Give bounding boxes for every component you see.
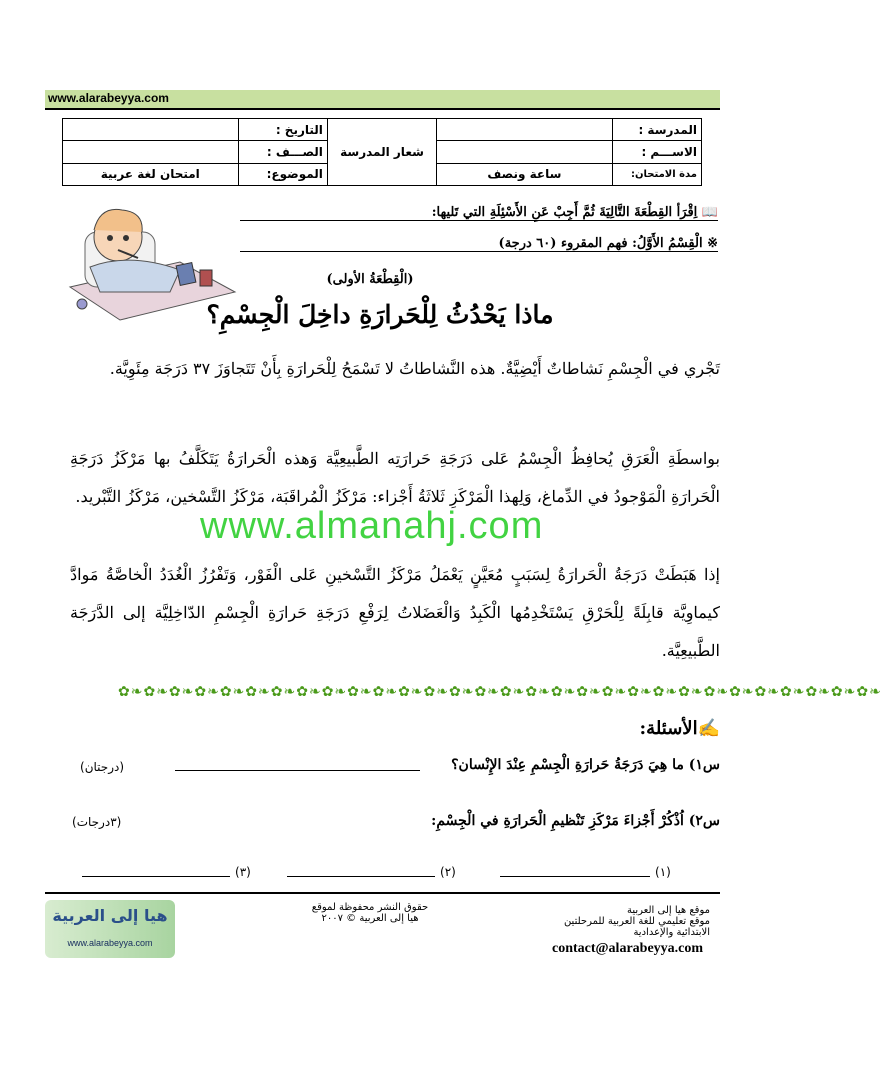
subject-value: امتحان لغة عربية — [63, 163, 239, 185]
reference-mark-icon: ※ — [707, 236, 718, 251]
footer-rule — [45, 892, 720, 894]
footer-copyright — [300, 902, 440, 924]
date-field[interactable] — [63, 119, 239, 141]
section-line — [240, 236, 718, 252]
passage-title: ماذا يَحْدُثُ لِلْحَرارَةِ داخِلَ الْجِسْمِ؟ — [206, 300, 554, 329]
answer-slot-1-label: (١) — [655, 865, 671, 879]
instruction-line — [240, 205, 718, 221]
paragraph-1: تَجْري في الْجِسْمِ نَشاطاتٌ أَيْضِيَّةٌ. هذه النَّشاطاتُ لا تَسْمَحُ لِلْحَرارَةِ بِأَنْ تَتَجاوَزَ ٣٧ دَرَجَة مِئَوِيَّة. — [109, 359, 720, 378]
answer-slot-2-line[interactable] — [287, 876, 435, 877]
copyright-line-1: حقوق النشر محفوظة لموقع — [311, 902, 429, 913]
site-url[interactable]: www.alarabeyya.com — [48, 91, 169, 105]
footer-site-stages: الابتدائية والإعدادية — [633, 927, 710, 938]
name-label: الاســـم : — [612, 141, 701, 163]
school-label: المدرسة : — [612, 119, 701, 141]
answer-slot-2-label: (٢) — [440, 865, 456, 879]
name-field[interactable] — [437, 141, 612, 163]
logo-text: هيا إلى العربية — [52, 906, 168, 925]
answer-slot-3-line[interactable] — [82, 876, 230, 877]
logo-url: www.alarabeyya.com — [67, 938, 153, 948]
site-url-bar — [45, 90, 720, 110]
footer-site-info — [540, 905, 710, 938]
passage-label: (الْقِطْعَةُ الأولى) — [326, 272, 414, 287]
question-2-text: س٢) اُذْكُرْ أَجْزاءَ مَرْكَزِ تَنْظيمِ الْحَرارَةِ في الْجِسْمِ: — [431, 813, 720, 829]
footer-site-desc: موقع تعليمي للغة العربية للمرحلتين — [563, 916, 710, 927]
answer-slot-3-label: (٣) — [235, 865, 251, 879]
watermark: www.almanahj.com — [200, 505, 544, 547]
site-logo[interactable] — [45, 900, 175, 958]
paragraph-3: إذا هَبَطَتْ دَرَجَةُ الْحَرارَةُ لِسَبَبٍ مُعَيَّنٍ يَعْمَلُ مَرْكَزُ التَّسْخينِ عَلى الْفَوْر، وَتَفْرُزُ الْغُدَدُ الْخاصَّةُ مَوادَّ كيماوِيَّة قابِلَةً لِلْحَرْقِ يَسْتَخْدِمُها الْكَبِدُ وَالْعَضَلاتُ لِرَفْعِ دَرَجَةِ حَرارَةِ الْجِسْمِ الدّاخِلِيَّة إلى الدَّرَجَة الطَّبيعِيَّة. — [70, 565, 720, 660]
answer-line-1[interactable] — [175, 770, 420, 771]
decorative-divider: ✿❧✿❧✿❧✿❧✿❧✿❧✿❧✿❧✿❧✿❧✿❧✿❧✿❧✿❧✿❧✿❧✿❧✿❧✿❧✿❧✿❧✿❧✿❧✿❧✿❧✿❧✿❧✿❧✿❧✿❧ — [118, 684, 882, 700]
copyright-line-2: هيا إلى العربية © ٢٠٠٧ — [321, 913, 419, 924]
section-heading: الْقِسْمُ الأَوَّلُ: فهم المقروء (٦٠ درجة) — [498, 236, 703, 251]
duration-label: مدة الامتحان: — [612, 163, 701, 185]
questions-heading-row — [500, 718, 720, 739]
class-field[interactable] — [63, 141, 239, 163]
footer-email[interactable]: contact@alarabeyya.com — [552, 941, 704, 956]
footer-site-name: موقع هيا إلى العربية — [627, 905, 710, 916]
book-icon: 📖 — [701, 205, 718, 220]
answer-slot-1-line[interactable] — [500, 876, 650, 877]
date-label: التاريخ : — [238, 119, 327, 141]
subject-label: الموضوع: — [238, 163, 327, 185]
question-1-marks: (درجتان) — [80, 760, 125, 774]
exam-header-table — [62, 118, 702, 186]
school-motto: شعار المدرسة — [327, 119, 436, 186]
school-field[interactable] — [437, 119, 612, 141]
question-2-marks: (٣درجات) — [72, 815, 122, 829]
class-label: الصـــف : — [238, 141, 327, 163]
pencil-icon: ✍ — [697, 718, 720, 739]
duration-value: ساعة ونصف — [437, 163, 612, 185]
questions-heading: الأسئلة: — [639, 718, 698, 739]
instruction-text: اِقْرَأ القِطْعَةَ التَّالِيَةَ ثُمَّ أَجِبْ عَنِ الأَسْئِلَةِ التي تَليها: — [431, 205, 698, 220]
paragraph-2: بواسطَةِ الْعَرَقِ يُحافِظُ الْجِسْمُ عَلى دَرَجَةِ حَرارَتِه الطَّبيعِيَّة وَهذه الْحَرارَةُ يَتَكَلَّفُ بها مَرْكَزُ دَرَجَةِ الْحَرارَةِ الْمَوْجودُ في الدِّماغ، وَلِهذا الْمَرْكَزِ ثَلاثَةُ أَجْزاء: مَرْكَزُ الْمُراقَبَة، مَرْكَزُ التَّسْخين، مَرْكَزُ التَّبْريد. — [70, 449, 721, 506]
question-1-text: س١) ما هِيَ دَرَجَةُ حَرارَةِ الْجِسْمِ عِنْدَ الإِنْسان؟ — [451, 757, 720, 773]
